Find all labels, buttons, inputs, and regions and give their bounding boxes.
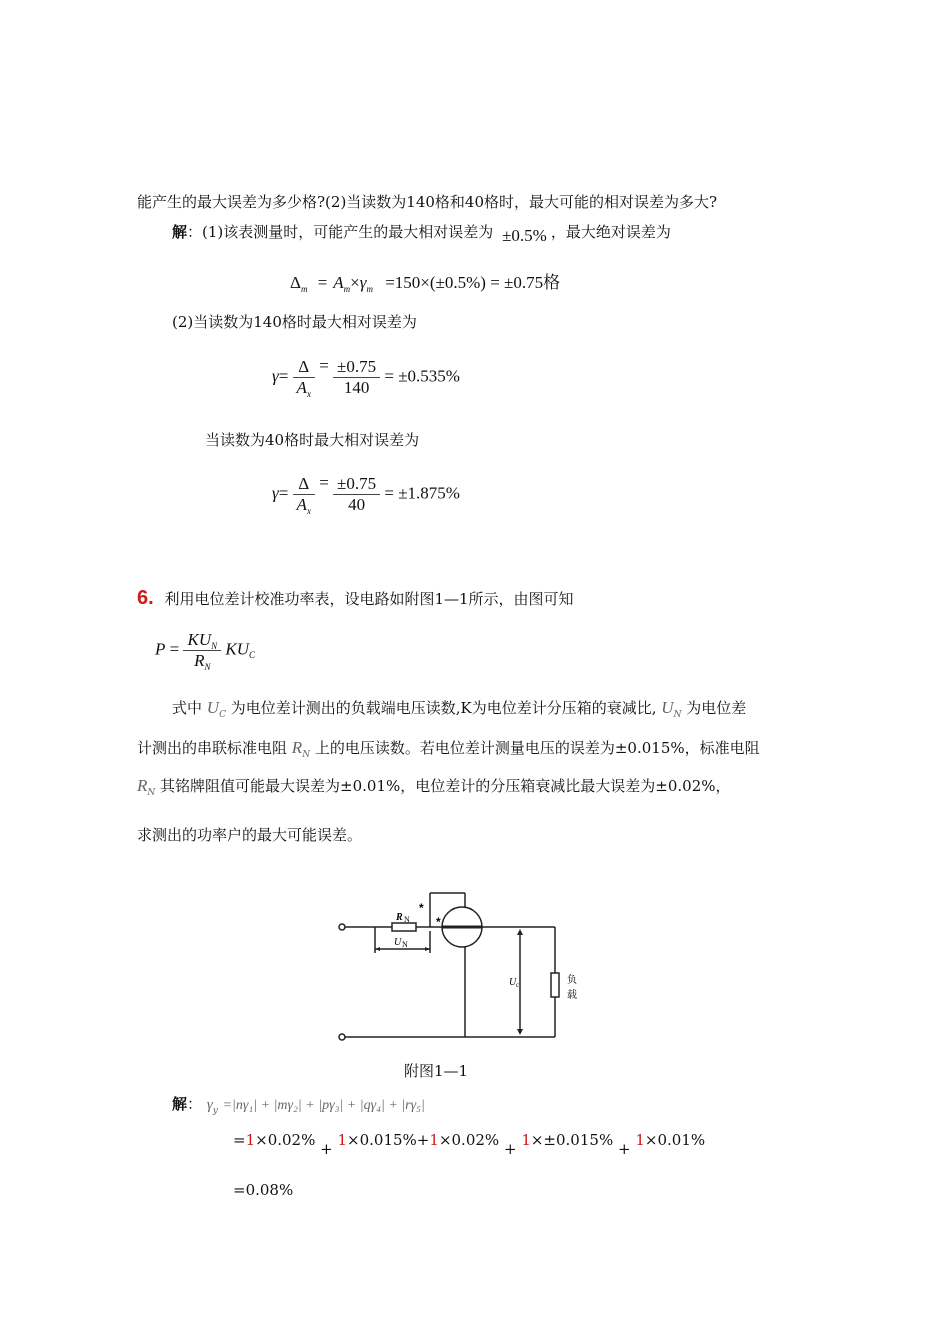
text: 上的电压读数。若电位差计测量电压的误差为±0.015%，标准电阻 — [314, 739, 760, 757]
den-text: R — [194, 651, 205, 670]
coef-2: 1 — [337, 1131, 348, 1149]
solution-label: 解 — [172, 223, 188, 241]
frac-den: 140 — [333, 377, 380, 398]
part2-text: (2)当读数为140格时最大相对误差为 — [172, 313, 417, 331]
plus-2: + — [503, 1140, 517, 1158]
gamma-symbol: γ — [272, 483, 279, 503]
coef-3: 1 — [429, 1131, 439, 1149]
rn-resistor — [392, 923, 416, 931]
q6-paragraph-line1 — [172, 698, 746, 721]
gamma-sub: m — [366, 284, 373, 294]
plus-1: + — [320, 1140, 333, 1158]
frac-den — [293, 494, 315, 515]
coef-4: 1 — [521, 1131, 531, 1149]
uc-label: U — [509, 977, 517, 988]
eq-sign: = — [317, 273, 328, 292]
equation-result: = ±1.875% — [384, 483, 460, 503]
frac-num: ±0.75 — [337, 474, 377, 493]
a-sub: m — [343, 284, 351, 294]
equation-40 — [272, 474, 460, 515]
terminal-top — [339, 924, 345, 930]
term-2: ×0.015%+ — [347, 1131, 430, 1149]
solution-6-line2 — [233, 1130, 706, 1158]
solution-text-a: (1)该表测量时，可能产生的最大相对误差为 — [202, 223, 494, 241]
solution-colon: ： — [187, 1095, 203, 1113]
eq-sign: = — [278, 366, 289, 386]
frac-num: ±0.75 — [337, 357, 377, 376]
text: 计测出的串联标准电阻 — [137, 739, 288, 757]
figure-caption: 附图1—1 — [404, 1062, 469, 1080]
num-text: KU — [187, 630, 212, 649]
den-symbol: A — [296, 495, 307, 514]
uc-label-sub: c — [516, 981, 520, 989]
question-number: 6. — [137, 587, 154, 609]
coef-5: 1 — [635, 1131, 645, 1149]
terminal-bottom — [339, 1034, 345, 1040]
ku-tail-sub: C — [249, 650, 256, 661]
a-symbol: A — [333, 273, 344, 292]
den-symbol: A — [296, 378, 307, 397]
equation-max-abs-error — [290, 268, 560, 293]
rn-label: R — [396, 912, 403, 923]
solution-6-result: =0.08% — [233, 1181, 294, 1199]
uc-symbol: U — [206, 698, 220, 717]
question-intro: 利用电位差计校准功率表，设电路如附图1—1所示，由图可知 — [164, 590, 574, 608]
question-text-line: 能产生的最大误差为多少格?(2)当读数为140格和40格时，最大可能的相对误差为多大? — [137, 193, 718, 211]
frac-num — [183, 630, 221, 650]
circuit-diagram — [330, 885, 590, 1055]
uc-sub: C — [219, 710, 226, 720]
plus-3: + — [617, 1140, 631, 1158]
un-sub: N — [673, 710, 682, 720]
solution-text-b: ，最大绝对误差为 — [550, 223, 671, 241]
load-label-2: 载 — [567, 990, 577, 1001]
num-sub: N — [211, 641, 218, 651]
equation-140 — [272, 357, 460, 398]
question-6-header — [137, 588, 574, 609]
eq-sign: = — [233, 1131, 246, 1149]
fraction-delta-ax — [293, 474, 315, 515]
text: 为电位差计测出的负载端电压读数,K为电位差计分压箱的衰减比, — [230, 699, 657, 717]
den-sub: N — [204, 662, 211, 672]
eq-sign: = — [278, 483, 289, 503]
gamma-symbol: γ — [272, 366, 279, 386]
solution-colon: ： — [187, 223, 203, 241]
term-5: ×0.01% — [644, 1131, 706, 1149]
star-2: * — [436, 915, 441, 929]
q6-paragraph-line3 — [137, 776, 731, 799]
rn-sub: N — [302, 750, 311, 760]
ku-tail: KU — [225, 639, 249, 659]
star-1: * — [419, 901, 424, 915]
error-sum-expression: =|nγ₁| + |mγ₂| + |pγ₃| + |qγ₄| + |rγ₅| — [222, 1098, 425, 1113]
eq-sign-2: = — [319, 473, 329, 493]
gamma-y-symbol: γ — [206, 1097, 213, 1113]
rn-symbol: R — [291, 738, 303, 757]
rn-symbol: R — [137, 776, 148, 795]
rn-sub: N — [147, 788, 156, 798]
den-sub: x — [306, 506, 311, 516]
delta-symbol: Δ — [290, 273, 301, 292]
term-3: ×0.02% — [438, 1131, 500, 1149]
frac-num: Δ — [298, 474, 310, 493]
gamma-y-sub: y — [212, 1106, 218, 1116]
part3-text: 当读数为40格时最大相对误差为 — [205, 431, 420, 449]
fraction-delta-ax — [293, 357, 315, 398]
frac-num: Δ — [298, 357, 310, 376]
den-sub: x — [306, 389, 311, 399]
solution-line-1 — [172, 222, 671, 245]
rn-label-sub: N — [404, 915, 410, 924]
coef-1: 1 — [245, 1131, 256, 1149]
gamma-symbol: γ — [359, 273, 367, 292]
delta-sub: m — [300, 284, 308, 294]
load-resistor — [551, 973, 559, 997]
fraction-value — [333, 357, 380, 398]
equation-result: = ±0.535% — [384, 366, 460, 386]
solution-6-line1 — [172, 1094, 425, 1117]
relative-error-value: ±0.5% — [502, 226, 547, 245]
text: 式中 — [172, 699, 203, 717]
equation-rest: =150×(±0.5%) = ±0.75格 — [385, 273, 561, 292]
p-symbol: P — [155, 639, 166, 659]
text: 其铭牌阻值可能最大误差为±0.01%，电位差计的分压箱衰减比最大误差为±0.02%， — [160, 777, 731, 795]
q6-paragraph-line4: 求测出的功率户的最大可能误差。 — [137, 826, 363, 844]
q6-paragraph-line2 — [137, 738, 760, 761]
frac-den — [293, 377, 315, 398]
solution-label: 解 — [172, 1095, 188, 1113]
fraction-value — [333, 474, 380, 515]
load-label-1: 负 — [567, 975, 577, 986]
un-label-sub: N — [402, 940, 408, 949]
eq-sign-2: = — [319, 356, 329, 376]
text: 为电位差 — [686, 699, 747, 717]
power-formula — [155, 630, 255, 671]
term-4: ×±0.015% — [530, 1131, 614, 1149]
fraction-ku-r — [183, 630, 221, 671]
un-symbol: U — [661, 698, 674, 717]
term-1: ×0.02% — [255, 1131, 316, 1149]
eq-sign: = — [169, 639, 180, 659]
times-sign: × — [350, 273, 360, 292]
un-label: U — [394, 937, 402, 948]
frac-den: 40 — [333, 494, 380, 515]
frac-den — [183, 650, 221, 671]
